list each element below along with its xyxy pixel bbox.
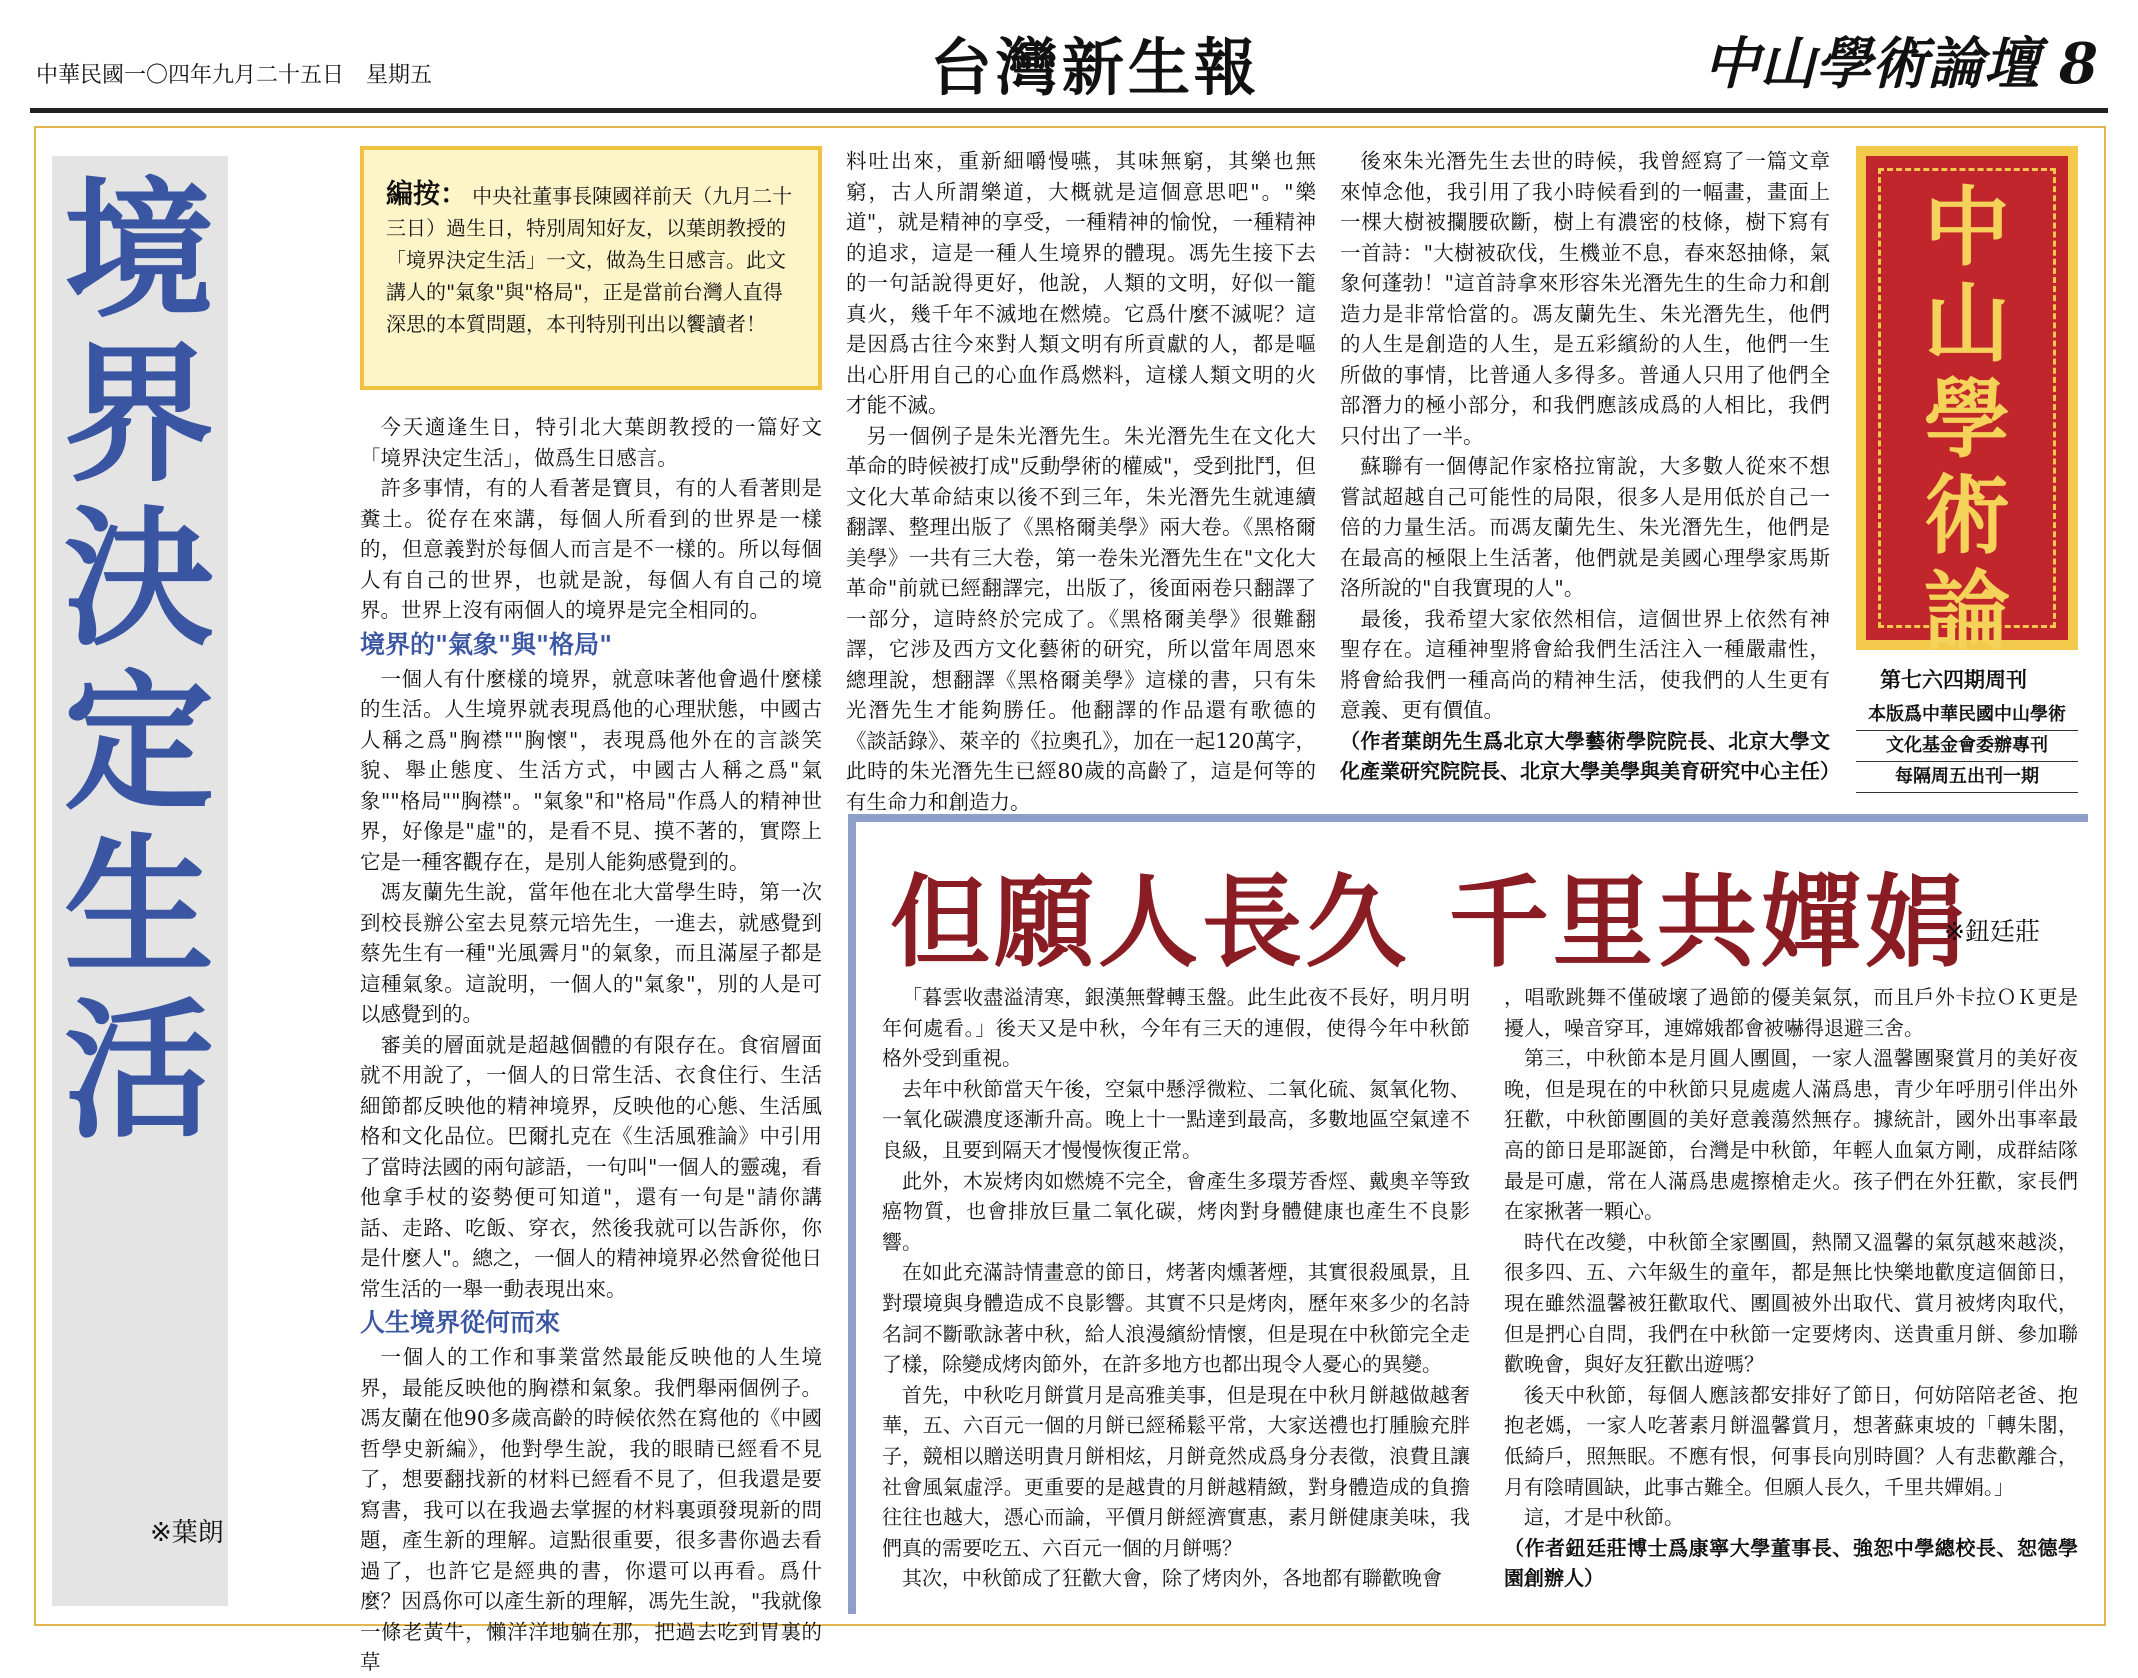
article2-column-2 [1504,982,2078,1612]
title-char: 決 [64,493,215,667]
paragraph: 在如此充滿詩情畫意的節日，烤著肉燻著煙，其實很殺風景，且對環境與身體造成不良影響。其實不只是烤肉，歷年來多少的名詩名詞不斷歌詠著中秋，給人浪漫繽紛情懷，但是現在中秋節完全走了樣，除變成烤肉節外，在許多地方也都出現令人憂心的異變。 [882,1260,1470,1377]
paragraph: 最後，我希望大家依然相信，這個世界上依然有神聖存在。這種神聖將會給我們生活注入一種嚴肅性，將會給我們一種高尚的精神生活，使我們的人生更有意義、更有價值。 [1340,606,1830,722]
paragraph: 料吐出來，重新細嚼慢嚥，其味無窮，其樂也無窮，古人所謂樂道，大概就是這個意思吧"。"樂道"，就是精神的享受，一種精神的愉悅，一種精神的追求，這是一種人生境界的體現。馮先生接下去的一句話說得更好，他說，人類的文明，好似一籠真火，幾千年不滅地在燃燒。它爲什麼不滅呢？這是因爲古往今來對人類文明有所貢獻的人，都是嘔出心肝用自己的心血作爲燃料，這樣人類文明的火才能不滅。 [846,149,1316,417]
title-char: 生 [64,821,215,995]
article1-author: ※葉朗 [150,1518,224,1548]
logo-char: 術 [1924,465,2010,566]
article2-byline: （作者鈕廷莊博士爲康寧大學董事長、強恕中學總校長、恕德學園創辦人） [1504,1535,2078,1591]
article1-byline: （作者葉朗先生爲北京大學藝術學院院長、北京大學文化產業研究院院長、北京大學美學與美育研究中心主任） [1340,728,1840,783]
paragraph: 此外，木炭烤肉如燃燒不完全，會產生多環芳香烴、戴奧辛等致癌物質，也會排放巨量二氧化碳，烤肉對身體健康也產生不良影響。 [882,1168,1470,1254]
publisher-line: 文化基金會委辦專刊 [1856,731,2078,762]
subheading: 境界的"氣象"與"格局" [360,629,613,659]
paragraph: 蘇聯有一個傳記作家格拉甯說，大多數人從來不想嘗試超越自己可能性的局限，很多人是用低於自己一倍的力量生活。而馮友蘭先生、朱光潛先生，他們是在最高的極限上生活著，他們就是美國心理學家馬斯洛所說的"自我實現的人"。 [1340,454,1830,600]
article2-author: ※鈕廷莊 [1944,917,2040,946]
title-char: 定 [64,657,215,831]
masthead-divider [30,108,2108,113]
paragraph: 去年中秋節當天午後，空氣中懸浮微粒、二氧化硫、氮氧化物、一氧化碳濃度逐漸升高。晚上十一點達到最高，多數地區空氣達不良級，且要到隔天才慢慢恢復正常。 [882,1076,1470,1162]
newspaper-logo: 台灣新生報 [930,31,1261,104]
paragraph: 其次，中秋節成了狂歡大會，除了烤肉外，各地都有聯歡晚會 [902,1566,1442,1591]
section-title: 中山學術論壇 8 [1703,31,2098,97]
editor-note-label: 編按： [386,179,467,210]
issue-date: 中華民國一〇四年九月二十五日 星期五 [36,63,433,88]
title-char: 境 [64,165,215,339]
article1-column-1 [360,412,822,1674]
title-char: 界 [64,329,215,503]
issue-number: 第七六四期周刊 [1880,668,2027,692]
publisher-info [1856,700,2078,793]
logo-text [1866,177,2068,662]
publisher-line: 每隔周五出刊一期 [1856,762,2078,793]
subheading: 人生境界從何而來 [360,1308,561,1337]
forum-logo [1856,146,2078,662]
editor-note [360,146,822,390]
paragraph: 後天中秋節，每個人應該都安排好了節日，何妨陪陪老爸、抱抱老媽，一家人吃著素月餅溫馨賞月，想著蘇東坡的「轉朱閣，低綺戶，照無眠。不應有恨，何事長向別時圓？人有悲歡離合，月有陰晴圓缺，此事古難全。但願人長久，千里共嬋娟。」 [1504,1382,2078,1499]
paragraph: 後來朱光潛先生去世的時候，我曾經寫了一篇文章來悼念他，我引用了我小時候看到的一幅畫，畫面上一棵大樹被攔腰砍斷，樹上有濃密的枝條，樹下寫有一首詩："大樹被砍伐，生機並不息，春來怒抽條，氣象何蓬勃！"這首詩拿來形容朱光潛先生的生命力和創造力是非常恰當的。馮友蘭先生、朱光潛先生，他們的人生是創造的人生，是五彩繽紛的人生，他們一生所做的事情，比普通人多得多。普通人只用了他們全部潛力的極小部分，和我們應該成爲的人相比，我們只付出了一半。 [1340,149,1830,448]
logo-char: 論 [1924,561,2010,662]
paragraph: 這，才是中秋節。 [1524,1505,1684,1530]
logo-char: 中 [1924,177,2010,278]
paragraph: 一個人有什麼樣的境界，就意味著他會過什麼樣的生活。人生境界就表現爲他的心理狀態，中國古人稱之爲"胸襟""胸懷"，表現爲他外在的言談笑貌、舉止態度、生活方式，中國古人稱之爲"氣象""格局""胸襟"。"氣象"和"格局"作爲人的精神世界，好像是"虛"的，是看不見、摸不著的，實際上它是一種客觀存在，是別人能夠感覺到的。 [360,666,822,874]
paragraph: ，唱歌跳舞不僅破壞了過節的優美氣氛，而且戶外卡拉ＯＫ更是擾人，噪音穿耳，連嫦娥都會被嚇得退避三舍。 [1504,985,2078,1040]
paragraph: 審美的層面就是超越個體的有限存在。食宿層面就不用說了，一個人的日常生活、衣食住行、生活細節都反映他的精神境界，反映他的心態、生活風格和文化品位。巴爾扎克在《生活風雅論》中引用了當時法國的兩句諺語，一句叫"一個人的靈魂，看他拿手杖的姿勢便可知道"，還有一句是"請你講話、走路、吃飯、穿衣，然後我就可以告訴你，你是什麼人"。總之，一個人的精神境界必然會從他日常生活的一舉一動表現出來。 [360,1032,822,1301]
paragraph: 首先，中秋吃月餅賞月是高雅美事，但是現在中秋月餅越做越奢華，五、六百元一個的月餅已經稀鬆平常，大家送禮也打腫臉充胖子，競相以贈送明貴月餅相炫，月餅竟然成爲身分表徵，浪費且讓社會風氣虛浮。更重要的是越貴的月餅越精緻，對身體造成的負擔往往也越大，憑心而論，平價月餅經濟實惠，素月餅健康美味，我們真的需要吃五、六百元一個的月餅嗎？ [882,1382,1470,1560]
title-char: 活 [64,985,215,1159]
publisher-line: 本版爲中華民國中山學術 [1856,700,2078,731]
article2-column-1 [882,982,1470,1612]
paragraph: 時代在改變，中秋節全家團圓，熱鬧又溫馨的氣氛越來越淡，很多四、五、六年級生的童年，都是無比快樂地歡度這個節日，現在雖然溫馨被狂歡取代、團圓被外出取代、賞月被烤肉取代，但是捫心自問，我們在中秋節一定要烤肉、送貴重月餅、參加聯歡晚會，與好友狂歡出遊嗎？ [1504,1229,2078,1377]
article1-column-3 [1340,146,1840,796]
article2-headline: 但願人長久 千里共嬋娟 [890,864,1969,981]
article1-title [64,165,215,1159]
editor-note-text: 中央社董事長陳國祥前天（九月二十三日）過生日，特別周知好友，以葉朗教授的「境界決定生活」一文，做為生日感言。此文講人的"氣象"與"格局"，正是當前台灣人直得深思的本質問題，本刊特別刊出以饗讀者！ [386,184,793,336]
article1-column-2 [846,146,1316,814]
logo-char: 山 [1924,273,2010,374]
paragraph: 另一個例子是朱光潛先生。朱光潛先生在文化大革命的時候被打成"反動學術的權威"，受到批鬥，但文化大革命結束以後不到三年，朱光潛先生就連續翻譯、整理出版了《黑格爾美學》兩大卷。《黑格爾美學》一共有三大卷，第一卷朱光潛先生在"文化大革命"前就已經翻譯完，出版了，後面兩卷只翻譯了一部分，這時終於完成了。《黑格爾美學》很難翻譯，它涉及西方文化藝術的研究，所以當年周恩來總理說，想翻譯《黑格爾美學》這樣的書，只有朱光潛先生才能夠勝任。他翻譯的作品還有歌德的《談話錄》、萊辛的《拉奧孔》，加在一起120萬字，此時的朱光潛先生已經80歲的高齡了，這是何等的有生命力和創造力。 [846,423,1316,814]
paragraph: 「暮雲收盡溢清寒，銀漢無聲轉玉盤。此生此夜不長好，明月明年何處看。」後天又是中秋，今年有三天的連假，使得今年中秋節格外受到重視。 [882,985,1470,1071]
paragraph: 一個人的工作和事業當然最能反映他的人生境界，最能反映他的胸襟和氣象。我們舉兩個例子。馮友蘭在他90多歲高齡的時候依然在寫他的《中國哲學史新編》，他對學生說，我的眼睛已經看不見了，想要翻找新的材料已經看不見了，但我還是要寫書，我可以在我過去掌握的材料裏頭發現新的問題，產生新的理解。這點很重要，很多書你過去看過了，也許它是經典的書，你還可以再看。爲什麼？因爲你可以產生新的理解，馮先生說，"我就像一條老黃牛，懶洋洋地躺在那，把過去吃到胃裏的草 [360,1345,822,1674]
paragraph: 許多事情，有的人看著是寶貝，有的人看著則是糞土。從存在來講，每個人所看到的世界是一樣的，但意義對於每個人而言是不一樣的。所以每個人有自己的世界，也就是說，每個人有自己的境界。世界上沒有兩個人的境界是完全相同的。 [360,476,822,622]
logo-char: 學 [1924,369,2010,470]
paragraph: 馮友蘭先生說，當年他在北大當學生時，第一次到校長辦公室去見蔡元培先生，一進去，就感覺到蔡先生有一種"光風霽月"的氣象，而且滿屋子都是這種氣象。這說明，一個人的"氣象"，別的人是可以感覺到的。 [360,880,822,1026]
paragraph: 第三，中秋節本是月圓人團圓，一家人溫馨團聚賞月的美好夜晚，但是現在的中秋節只見處處人滿爲患，青少年呼朋引伴出外狂歡，中秋節團圓的美好意義蕩然無存。據統計，國外出事率最高的節日是耶誕節，台灣是中秋節，年輕人血氣方剛，成群結隊最是可慮，常在人滿爲患處擦槍走火。孩子們在外狂歡，家長們在家揪著一顆心。 [1504,1046,2078,1224]
paragraph: 今天適逢生日，特引北大葉朗教授的一篇好文「境界決定生活」，做爲生日感言。 [360,415,822,470]
